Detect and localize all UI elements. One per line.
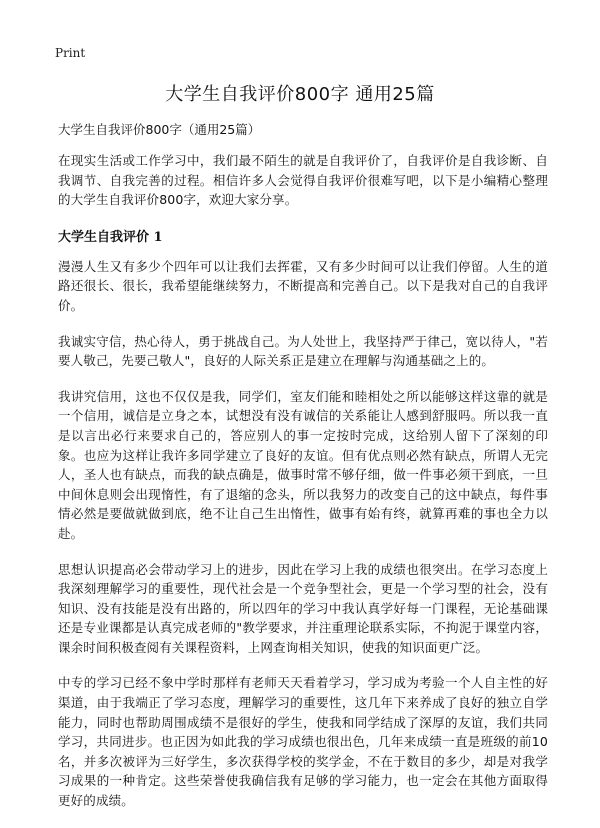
document-title: 大学生自我评价800字 通用25篇: [165, 84, 435, 105]
intro-paragraph: 在现实生活或工作学习中，我们最不陌生的就是自我评价了，自我评价是自我诊断、自我调节、自我完善的过程。相信许多人会觉得自我评价很难写吧，以下是小编精心整理的大学生自我评价800字，欢迎大家分享。: [58, 153, 548, 208]
section-heading: 大学生自我评价 1: [58, 229, 163, 245]
body-paragraph: 漫漫人生又有多少个四年可以让我们去挥霍，又有多少时间可以让我们停留。人生的道路还很长、很长，我希望能继续努力，不断提高和完善自己。以下是我对自己的自我评价。: [58, 258, 548, 313]
body-paragraph: 思想认识提高必会带动学习上的进步，因此在学习上我的成绩也很突出。在学习态度上我深刻理解学习的重要性，现代社会是一个竞争型社会，更是一个学习型的社会，没有知识、没有技能是没有出路的，所以四年的学习中我认真学好每一门课程，无论基础课还是专业课都是认真完成老师的"教学要求，并注重理论联系实际，不拘泥于课堂内容，课余时间积极查阅有关课程资料，上网查询相关知识，使我的知识面更广泛。: [58, 561, 548, 655]
document-body: [58, 120, 548, 827]
body-paragraph: 中专的学习已经不象中学时那样有老师天天看着学习，学习成为考验一个人自主性的好渠道，由于我端正了学习态度，理解学习的重要性，这几年下来养成了良好的独立自学能力，同时也帮助周围成绩不是很好的学生，使我和同学结成了深厚的友谊，我们共同学习，共同进步。也正因为如此我的学习成绩也很出色，几年来成绩一直是班级的前10名，并多次被评为三好学生，多次获得学校的奖学金，不在于数目的多少，却是对我学习成果的一种肯定。这些荣誉使我确信我有足够的学习能力，也一定会在其他方面取得更好的成绩。: [58, 675, 548, 809]
document-subtitle: 大学生自我评价800字（通用25篇）: [58, 122, 261, 137]
body-paragraph: 我诚实守信，热心待人，勇于挑战自己。为人处世上，我坚持严于律己，宽以待人，"若要人敬己，先要己敬人"，良好的人际关系正是建立在理解与沟通基础之上的。: [58, 333, 548, 369]
print-link[interactable]: Print: [55, 46, 86, 60]
body-paragraph: 我讲究信用，这也不仅仅是我，同学们，室友们能和睦相处之所以能够这样这靠的就是一个信用，诚信是立身之本，试想没有没有诚信的关系能让人感到舒服吗。所以我一直是以言出必行来要求自己的，答应别人的事一定按时完成，这给别人留下了深刻的印象。也应为这样让我许多同学建立了良好的友谊。但有优点则必然有缺点，所谓人无完人，圣人也有缺点，而我的缺点确是，做事时常不够仔细，做一件事必须干到底，一旦中间休息则会出现惰性，有了退缩的念头，所以我努力的改变自己的这中缺点，每件事情必然是要做就做到底，绝不让自己生出惰性，做事有始有终，就算再难的事也全力以赴。: [58, 388, 548, 541]
